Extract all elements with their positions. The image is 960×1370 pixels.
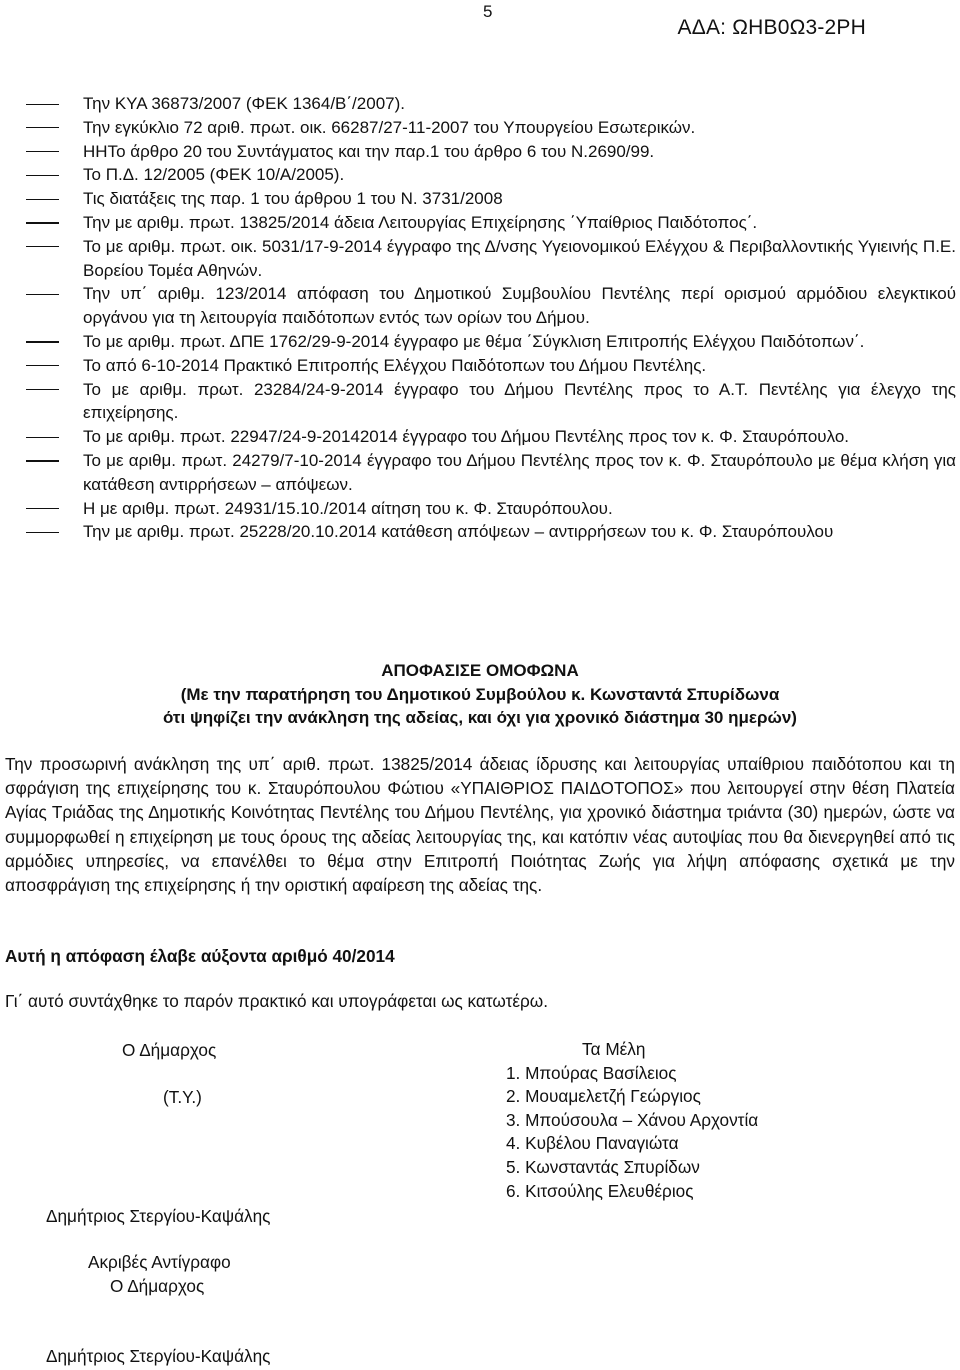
- list-item: [26, 116, 956, 140]
- reference-text: Το με αριθμ. πρωτ. ΔΠΕ 1762/29-9-2014 έγγραφο με θέμα ΄Σύγκλιση Επιτροπής Ελέγχου Παιδότοπων΄.: [83, 331, 865, 351]
- dash-marker: [26, 104, 59, 105]
- list-item: [26, 497, 956, 521]
- reference-text: Την με αριθμ. πρωτ. 25228/20.10.2014 κατάθεση απόψεων – αντιρρήσεων του κ. Φ. Σταυρόπουλου: [83, 522, 834, 542]
- list-item: [26, 520, 956, 544]
- member-item: 4. Κυβέλου Παναγιώτα: [506, 1133, 679, 1154]
- dash-marker: [26, 365, 59, 366]
- reference-text: Το με αριθμ. πρωτ. 24279/7-10-2014 έγγραφο του Δήμου Πεντέλης προς τον κ. Φ. Σταυρόπουλο με θέμα κλήση για κατάθεση αντιρρήσεων – απόψεων.: [83, 450, 956, 494]
- references-list: [26, 92, 956, 544]
- reference-text: Την υπ΄ αριθμ. 123/2014 απόφαση του Δημοτικού Συμβουλίου Πεντέλης περί ορισμού αρμόδιου ελεγκτικού οργάνου για τη λειτουργία παιδότοπων εντός των ορίων του Δήμου.: [83, 284, 956, 328]
- true-copy-mayor-title: Ο Δήμαρχος: [110, 1276, 205, 1296]
- drafted-statement: Γι΄ αυτό συντάχθηκε το παρόν πρακτικό και υπογράφεται ως κατωτέρω.: [5, 991, 549, 1011]
- list-item: [26, 425, 956, 449]
- ada-code: ΑΔΑ: ΩΗΒ0Ω3-2ΡΗ: [677, 16, 866, 39]
- dash-marker: [26, 151, 59, 152]
- list-item: [26, 211, 956, 235]
- reference-text: Την ΚΥΑ 36873/2007 (ΦΕΚ 1364/Β΄/2007).: [83, 94, 405, 113]
- dash-marker: [26, 532, 59, 533]
- reference-text: Η με αριθμ. πρωτ. 24931/15.10./2014 αίτηση του κ. Φ. Σταυρόπουλου.: [83, 498, 613, 518]
- seal-mark: (Τ.Υ.): [163, 1087, 202, 1107]
- list-item: [26, 187, 956, 211]
- members-title: Τα Μέλη: [582, 1039, 646, 1059]
- dash-marker: [26, 294, 59, 295]
- list-item: [26, 140, 956, 164]
- dash-marker: [26, 508, 59, 509]
- decision-heading: ΑΠΟΦΑΣΙΣΕ ΟΜΟΦΩΝΑ: [381, 661, 579, 680]
- member-item: 1. Μπούρας Βασίλειος: [506, 1062, 677, 1083]
- decision-remark: (Με την παρατήρηση του Δημοτικού Συμβούλου κ. Κωνσταντά Σπυρίδωνα: [180, 684, 780, 704]
- dash-marker: [26, 127, 59, 128]
- true-copy-label: Ακριβές Αντίγραφο: [88, 1252, 231, 1272]
- page-number: 5: [483, 2, 493, 21]
- reference-text: Το με αριθμ. πρωτ. οικ. 5031/17-9-2014 έγγραφο της Δ/νσης Υγειονομικού Ελέγχου & Περιβαλλοντικής Υγιεινής Π.Ε. Βορείου Τομέα Αθηνών.: [83, 236, 956, 280]
- reference-text: Το Π.Δ. 12/2005 (ΦΕΚ 10/Α/2005).: [83, 165, 345, 185]
- member-item: 2. Μουαμελετζή Γεώργιος: [506, 1086, 701, 1107]
- member-item: 5. Κωνσταντάς Σπυρίδων: [506, 1156, 700, 1177]
- reference-text: Την με αριθμ. πρωτ. 13825/2014 άδεια Λειτουργίας Επιχείρησης ΄Υπαίθριος Παιδότοπος΄.: [83, 212, 758, 232]
- dash-marker: [26, 389, 59, 390]
- true-copy-mayor-name: Δημήτριος Στεργίου-Καψάλης: [46, 1346, 271, 1366]
- list-item: [26, 378, 956, 426]
- dash-marker: [26, 175, 59, 176]
- list-item: [26, 282, 956, 330]
- reference-text: Το με αριθμ. πρωτ. 22947/24-9-20142014 έγγραφο του Δήμου Πεντέλης προς τον κ. Φ. Σταυρόπουλο.: [83, 427, 850, 447]
- dash-marker: [26, 222, 59, 223]
- dash-marker: [26, 341, 59, 342]
- list-item: [26, 92, 956, 116]
- reference-text: Το από 6-10-2014 Πρακτικό Επιτροπής Ελέγχου Παιδότοπων του Δήμου Πεντέλης.: [83, 355, 707, 375]
- decision-body: Την προσωρινή ανάκληση της υπ΄ αριθ. πρωτ. 13825/2014 άδειας ίδρυσης και λειτουργίας υπαίθριου παιδότοπου και τη σφράγιση της επιχείρησης του κ. Σταυρόπουλου Φώτιου «ΥΠΑΙΘΡΙΟΣ ΠΑΙΔΟΤΟΠΟΣ» που λειτουργεί στην θέση Πλατεία Αγίας Τριάδας της Δημοτικής Κοινότητας Πεντέλης του Δήμου Πεντέλης, για χρονικό διάστημα τριάντα (30) ημερών, ώστε να συμμορφωθεί η επιχείρηση με τους όρους της αδείας λειτουργίας της, και κατόπιν νέας αυτοψίας που θα διενεργηθεί από τις αρμόδιες υπηρεσίες, να επανέλθει το θέμα στην Επιτροπή Ποιότητας Ζωής για λήψη απόφασης σχετικά με την αποσφράγιση της επιχείρησης ή την οριστική αφαίρεση της αδείας της.: [5, 754, 955, 896]
- mayor-name: Δημήτριος Στεργίου-Καψάλης: [46, 1206, 271, 1226]
- decision-heading-block: [0, 659, 960, 730]
- list-item: [26, 235, 956, 283]
- member-item: 3. Μπούσουλα – Χάνου Αρχοντία: [506, 1109, 759, 1130]
- decision-number: Αυτή η απόφαση έλαβε αύξοντα αριθμό 40/2014: [5, 946, 395, 966]
- reference-text: Τις διατάξεις της παρ. 1 του άρθρου 1 του Ν. 3731/2008: [83, 189, 503, 209]
- members-block: [500, 1038, 758, 1203]
- decision-remark-continued: ότι ψηφίζει την ανάκληση της αδείας, και όχι για χρονικό διάστημα 30 ημερών): [163, 708, 797, 727]
- list-item: [26, 449, 956, 497]
- list-item: [26, 163, 956, 187]
- dash-marker: [26, 460, 59, 461]
- reference-text: Την εγκύκλιο 72 αριθ. πρωτ. οικ. 66287/27-11-2007 του Υπουργείου Εσωτερικών.: [83, 117, 696, 137]
- dash-marker: [26, 246, 59, 247]
- dash-marker: [26, 437, 59, 438]
- reference-text: ΗΗΤο άρθρο 20 του Συντάγματος και την παρ.1 του άρθρο 6 του Ν.2690/99.: [83, 141, 655, 161]
- member-item: 6. Κιτσούλης Ελευθέριος: [506, 1180, 694, 1201]
- list-item: [26, 354, 956, 378]
- mayor-title: Ο Δήμαρχος: [122, 1040, 217, 1060]
- dash-marker: [26, 199, 59, 200]
- reference-text: Το με αριθμ. πρωτ. 23284/24-9-2014 έγγραφο του Δήμου Πεντέλης προς το Α.Τ. Πεντέλης για έλεγχο της επιχείρησης.: [83, 379, 956, 423]
- list-item: [26, 330, 956, 354]
